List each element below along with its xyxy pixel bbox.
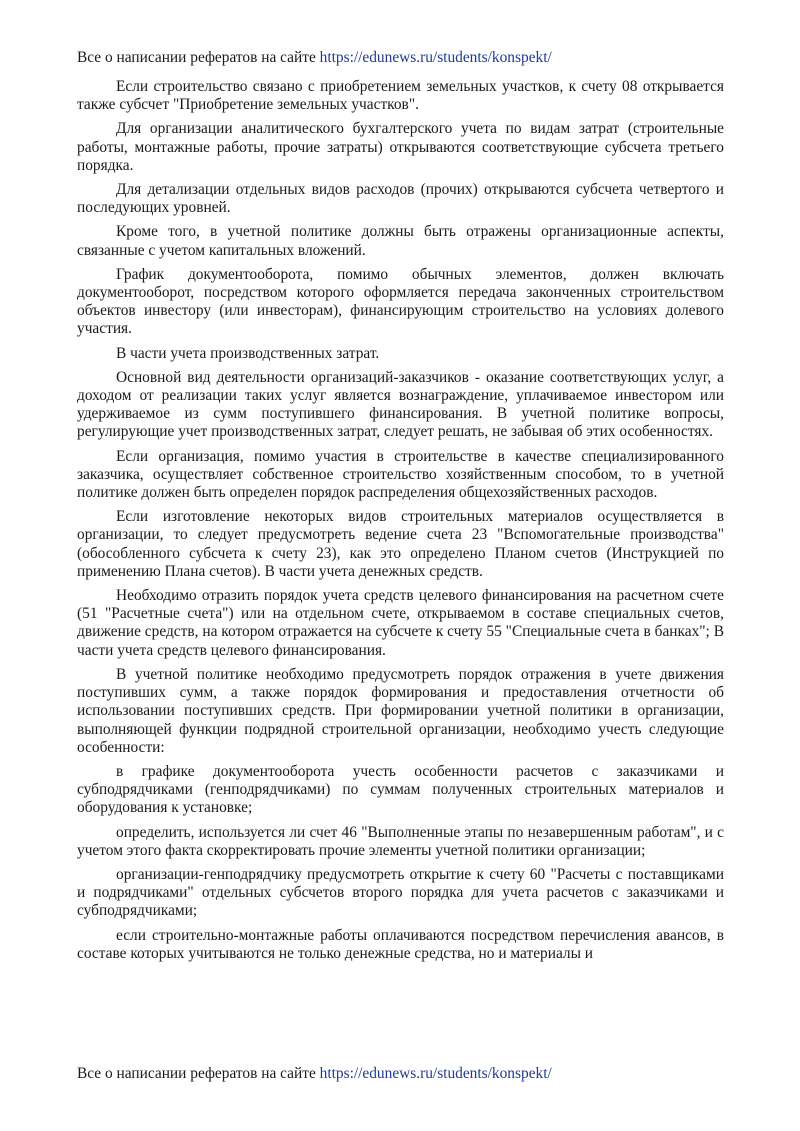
paragraph: Если организация, помимо участия в строительстве в качестве специализированного заказчика, осуществляет собственное строительство хозяйственным способом, то в учетной политике должен быть определен порядок распределения общехозяйственных расходов. [77,447,724,502]
paragraph: Основной вид деятельности организаций-заказчиков - оказание соответствующих услуг, а доходом от реализации таких услуг является вознаграждение, уплачиваемое инвестором или удерживаемое из сумм поступившего финансирования. В учетной политике вопросы, регулирующие учет производственных затрат, следует решать, не забывая об этих особенностях. [77,368,724,441]
paragraph: График документооборота, помимо обычных элементов, должен включать документооборот, посредством которого оформляется передача законченных строительством объектов инвестору (или инвесторам), финансирующим строительство на условиях долевого участия. [77,265,724,338]
list-paragraph: в графике документооборота учесть особенности расчетов с заказчиками и субподрядчиками (генподрядчиками) по суммам полученных строительных материалов и оборудования к установке; [77,762,724,817]
paragraph: Если изготовление некоторых видов строительных материалов осуществляется в организации, то следует предусмотреть ведение счета 23 "Вспомогательные производства" (обособленного субсчета к счету 23), как это определено Планом счетов (Инструкцией по применению Плана счетов). В части учета денежных средств. [77,508,724,580]
header-link[interactable]: https://edunews.ru/students/konspekt/ [319,49,552,66]
paragraph: Если строительство связано с приобретением земельных участков, к счету 08 открывается также субсчет "Приобретение земельных участков". [77,78,724,114]
paragraph: В учетной политике необходимо предусмотреть порядок отражения в учете движения поступивших сумм, а также порядок формирования и предоставления отчетности об использовании поступивших средств. При формировании учетной политики в организации, выполняющей функции подрядной строительной организации, необходимо учесть следующие особенности: [77,665,724,756]
paragraph: Кроме того, в учетной политике должны быть отражены организационные аспекты, связанные с учетом капитальных вложений. [77,223,724,259]
paragraph: Необходимо отразить порядок учета средств целевого финансирования на расчетном счете (51 "Расчетные счета") или на отдельном счете, открываемом в составе специальных счетов, движение средств, на котором отражается на субсчете к счету 55 "Специальные счета в банках"; В части учета средств целевого финансирования. [77,587,724,659]
paragraph: Для детализации отдельных видов расходов (прочих) открываются субсчета четвертого и последующих уровней. [77,181,724,217]
page-header [77,49,727,67]
document-body [77,78,724,969]
page-footer [77,1065,727,1083]
paragraph: Для организации аналитического бухгалтерского учета по видам затрат (строительные работы, монтажные работы, прочие затраты) открываются соответствующие субсчета третьего порядка. [77,120,724,174]
footer-text: Все о написании рефератов на сайте [77,1065,320,1082]
paragraph: В части учета производственных затрат. [116,344,380,362]
header-text: Все о написании рефератов на сайте [77,49,320,66]
list-paragraph: определить, используется ли счет 46 "Выполненные этапы по незавершенным работам", и с учетом этого факта скорректировать прочие элементы учетной политики организации; [77,823,724,859]
footer-link[interactable]: https://edunews.ru/students/konspekt/ [319,1065,552,1082]
list-paragraph: организации-генподрядчику предусмотреть открытие к счету 60 "Расчеты с поставщиками и подрядчиками" отдельных субсчетов второго порядка для учета расчетов с заказчиками и субподрядчиками; [77,865,724,920]
list-paragraph: если строительно-монтажные работы оплачиваются посредством перечисления авансов, в составе которых учитываются не только денежные средства, но и материалы и [77,926,724,962]
